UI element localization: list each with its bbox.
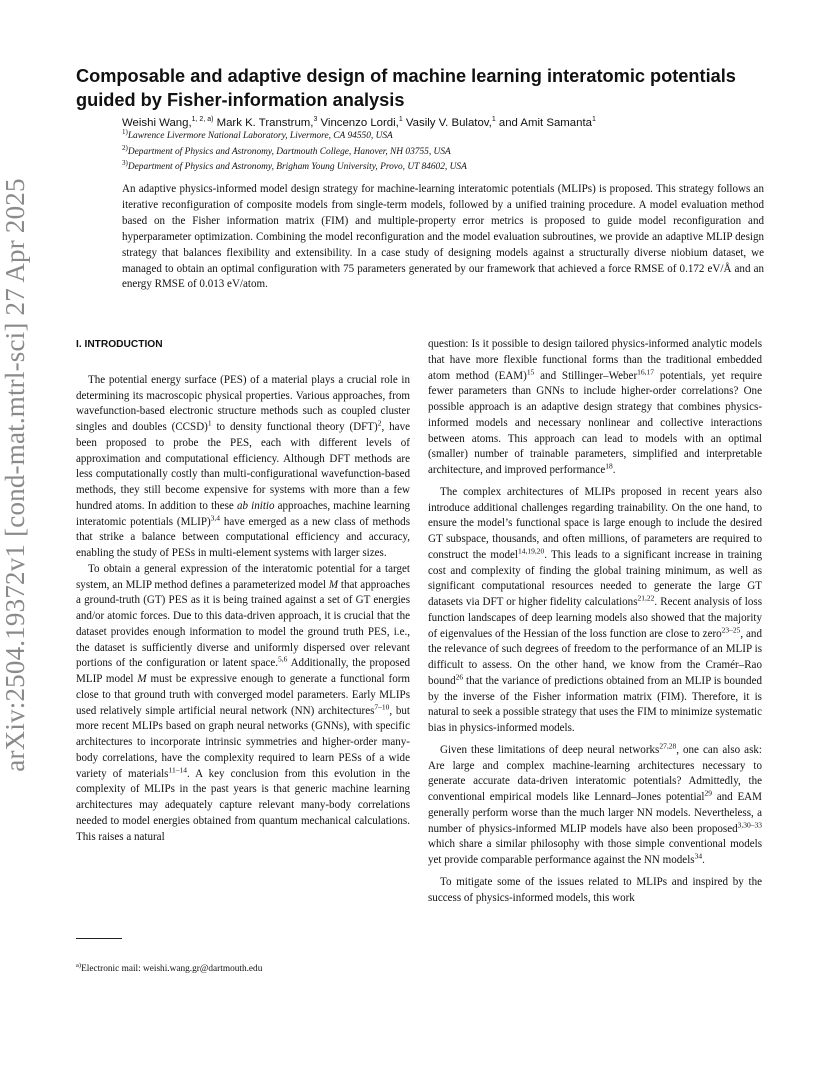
author-affiliation-marker: 1, 2, a) <box>191 116 214 124</box>
footnote <box>76 963 416 975</box>
body-paragraph: Given these limitations of deep neural networks$^{27,28}$, one can also ask: Are large and complex machine-learning architectures necessary to generate accurate data-driven interatomic potentials? Admittedly, the conventional empirical models like Lennard–Jones potential$^{29}$ and EAM generally perform worse than the much larger NN models. Nevertheless, a number of physics-informed MLIP models have also been proposed$^{3,30-33}$ which share a similar philosophy with those simple conventional models yet provide comparable performance against the NN models$^{34}$. <box>428 741 762 866</box>
body-paragraph: The complex architectures of MLIPs proposed in recent years also introduce additional challenges regarding trainability. On the one hand, to ensure the model’s functional space is large enough to include the desired GT subspace, thousands, and often millions, of parameters are required to construct the model$^{14,19,20}$. This leads to a significant increase in training cost and complexity of finding the global training minimum, as well as significant computational resources needed to generate the large GT datasets via DFT or higher fidelity calculations$^{21,22}$. Recent analysis of loss function landscapes of deep learning models also showed that the majority of eigenvalues of the Hessian of the loss function are close to zero$^{23-25}$, and the relevance of such degrees of freedom to the performance of an MLIP is difficult to assess. On the other hand, we know from the Cramér–Rao bound$^{26}$ that the variance of predictions obtained from an MLIP is bounded by the inverse of the Fisher information matrix (FIM). Therefore, it is natural to seek a possible strategy that uses the FIM to minimize systematic bias in physics-informed models. <box>428 485 762 734</box>
arxiv-identifier: arXiv:2504.19372v1 [cond-mat.mtrl-sci] 27 Apr 2025 <box>0 178 30 772</box>
author-name: Vasily V. Bulatov, <box>402 117 492 129</box>
affiliation-line <box>122 158 772 173</box>
author-name: Mark K. Transtrum, <box>213 117 314 129</box>
affiliation-line <box>122 127 772 142</box>
footnote-marker: a) <box>76 961 82 969</box>
paper-title: Composable and adaptive design of machine learning interatomic potentials guided by Fisher-information analysis <box>76 66 736 110</box>
author-affiliation-marker: 1 <box>591 116 596 124</box>
abstract: An adaptive physics-informed model design strategy for machine-learning interatomic potentials (MLIPs) is proposed. This strategy follows an iterative reconfiguration of composite models from single-term models, followed by a unified training procedure. A model evaluation method based on the Fisher information matrix (FIM) and multiple-property error metrics is proposed to guide model reconfiguration and hyperparameter optimization. Combining the model reconfiguration and the model evaluation subroutines, we provide an adaptive MLIP design strategy that balances flexibility and extensibility. In a case study of designing models against a structurally diverse niobium dataset, we managed to obtain an optimal configuration with 75 parameters generated by our framework that achieved a force RMSE of 0.172 eV/Å and an energy RMSE of 0.013 eV/atom. <box>122 183 764 291</box>
body-paragraph: question: Is it possible to design tailored physics-informed analytic models that have more flexible functional forms than the traditional embedded atom method (EAM)$^{15}$ and Stillinger–Weber$^{16,17}$ potentials, yet require fewer parameters than GNNs to include higher-order correlations? One possible approach is an adaptive design strategy that combines physics-informed models and necessary nonlinear and collective interactions between atoms. This approach can lead to models with an optimal (smaller) number of trainable parameters, simplified and interpretable architecture, and improved performance$^{18}$. <box>428 338 763 476</box>
affiliation-text: Department of Physics and Astronomy, Brigham Young University, Provo, UT 84602, USA <box>127 162 467 172</box>
footnote-rule <box>76 938 122 939</box>
affiliation-line <box>122 143 772 158</box>
affiliation-marker: 3) <box>122 158 128 167</box>
body-paragraph: The potential energy surface (PES) of a material plays a crucial role in determining its macroscopic physical properties. Various approaches, from wavefunction-based electronic structure methods such as coupled cluster singles and doubles (CCSD)$^1$ to density functional theory (DFT)$^2$, have been proposed to probe the PES, each with different levels of approximation and computational efficiency. Although DFT methods are less computationally costly than multi-configurational wavefunction-based methods, they still become expensive for systems with more than a few hundred atoms. In addition to these ab initio approaches, machine learning interatomic potentials (MLIP)$^{3,4}$ have emerged as a new class of methods that strike a balance between computational efficiency and accuracy, enabling the study of PESs in multi-element systems with larger sizes. <box>76 373 410 559</box>
footnote-text: Electronic mail: weishi.wang.gr@dartmouth.edu <box>81 964 263 974</box>
body-paragraph: To mitigate some of the issues related to MLIPs and inspired by the success of physics-informed models, this work <box>428 875 762 904</box>
affiliation-text: Department of Physics and Astronomy, Dartmouth College, Hanover, NH 03755, USA <box>127 147 451 157</box>
author-name: Weishi Wang, <box>122 117 192 129</box>
affiliation-marker: 1) <box>122 127 128 136</box>
author-affiliation-marker: 3 <box>313 116 318 124</box>
section-heading: I. INTRODUCTION <box>76 339 163 350</box>
right-column <box>428 337 762 906</box>
author-affiliation-marker: 1 <box>398 116 403 124</box>
author-name: Vincenzo Lordi, <box>317 117 399 129</box>
author-name: and Amit Samanta <box>495 117 592 129</box>
author-affiliation-marker: 1 <box>491 116 496 124</box>
affiliation-text: Lawrence Livermore National Laboratory, Livermore, CA 94550, USA <box>127 131 393 141</box>
left-column <box>76 337 410 845</box>
affiliation-marker: 2) <box>122 143 128 152</box>
body-paragraph: To obtain a general expression of the interatomic potential for a target system, an MLIP method defines a parameterized model M that approaches a ground-truth (GT) PES as it is being trained against a set of GT energies and/or atomic forces. Due to this data-driven approach, it is crucial that the dataset provides enough information to model the ground truth PES, i.e., the dataset is sufficiently diverse and uniformly dispersed over relevant portions of the configuration or latent space.$^{5,6}$ Additionally, the proposed MLIP model M must be expressive enough to generate a functional form close to that ground truth with converged model parameters. Early MLIPs used relatively simple artificial neural network (NN) architectures$^{7-10}$, but more recent MLIPs based on graph neural networks (GNNs), with specific architectures to incorporate intrinsic symmetries and higher-order many-body correlations, have the complexity required to learn PESs of a wide variety of materials$^{11-14}$. A key conclusion from this evolution in the complexity of MLIPs in the past years is that generic machine learning architectures may adequately capture relevant many-body correlations needed to model energies obtained from quantum mechanical calculations. This raises a natural <box>76 562 411 843</box>
author-list <box>122 116 772 130</box>
